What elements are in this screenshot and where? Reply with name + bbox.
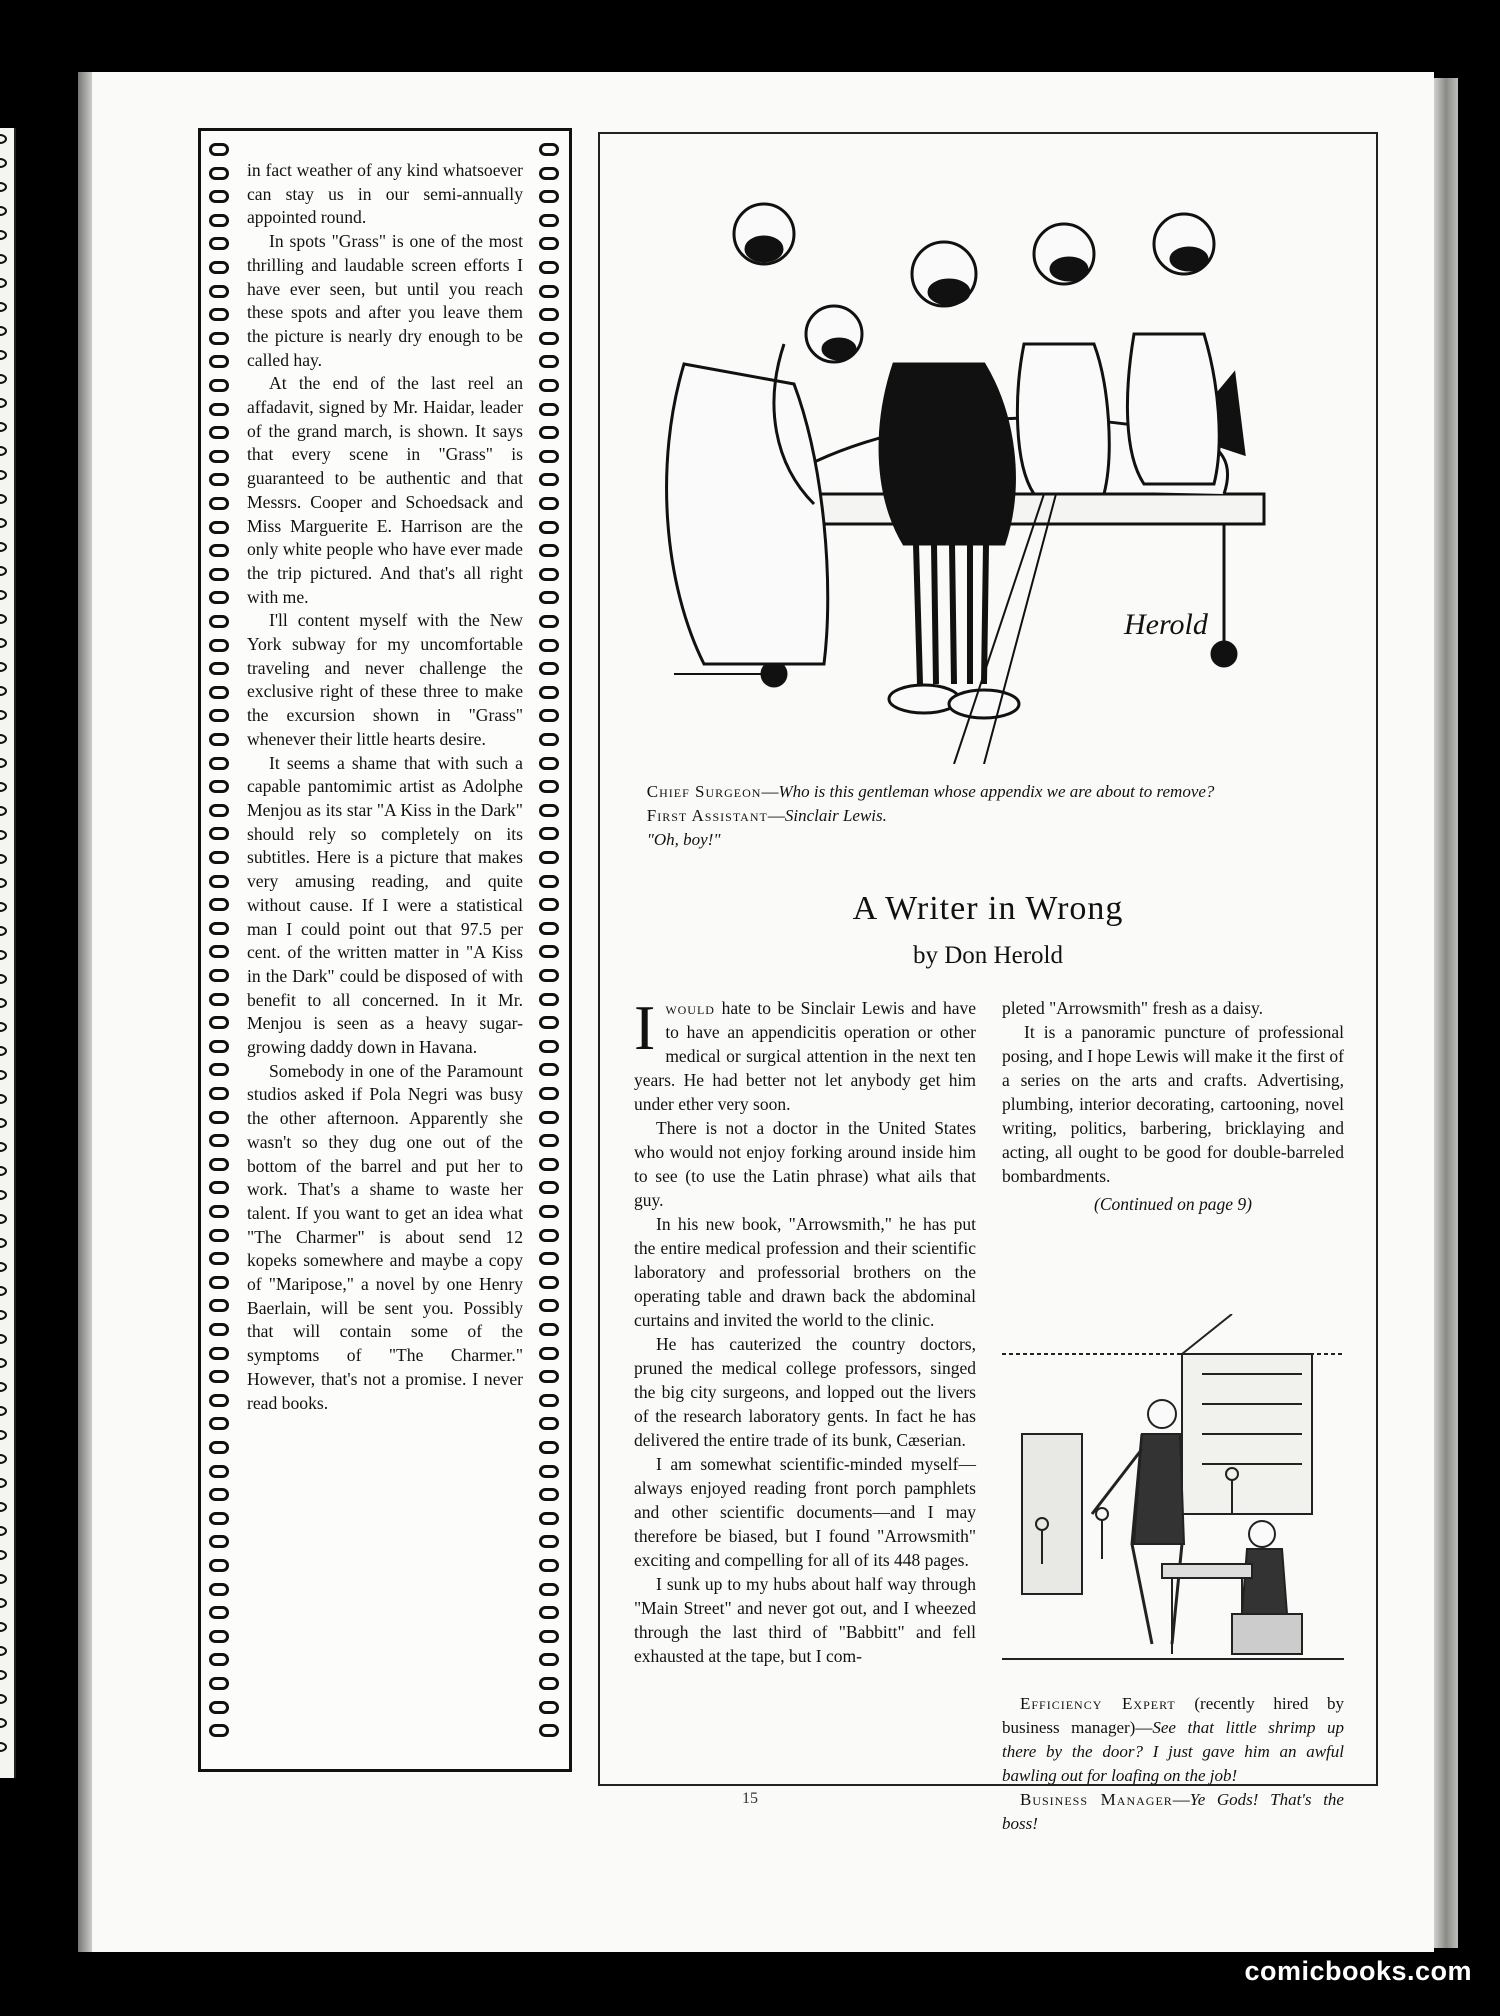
sprocket-hole xyxy=(539,757,559,770)
binding-ring xyxy=(0,1046,7,1056)
sprocket-hole xyxy=(209,709,229,722)
sprocket-hole xyxy=(539,1205,559,1218)
caption-speaker-business-manager: Business Manager xyxy=(1020,1790,1173,1809)
sprocket-hole xyxy=(209,521,229,534)
film-paragraph: I'll content myself with the New York subway for my uncomfortable traveling and never challenge the exclusive right of these three to make the excursion shown in "Grass" whenever their little hearts desire. xyxy=(247,610,523,749)
sprocket-hole xyxy=(209,426,229,439)
sprocket-hole xyxy=(209,1724,229,1737)
sprocket-hole xyxy=(539,1347,559,1360)
article-paragraph: In his new book, "Arrowsmith," he has put the entire medical profession and their scientific laboratory and professorial brothers on the operating table and drawn back the abdominal curtains and invited the world to the clinic. xyxy=(634,1214,976,1330)
binding-ring xyxy=(0,1190,7,1200)
article-paragraph: He has cauterized the country doctors, pruned the medical college professors, singed the big city surgeons, and lopped out the livers of the research laboratory gents. In fact he has delivered the entire trade of its bunk, Cæserian. xyxy=(634,1334,976,1450)
binding-ring xyxy=(0,1262,7,1272)
caption-speaker-first-assistant: First Assistant xyxy=(646,806,768,825)
binding-ring xyxy=(0,254,7,264)
sprocket-hole xyxy=(539,1370,559,1383)
sprocket-hole xyxy=(209,827,229,840)
film-sprockets-right xyxy=(537,137,563,1763)
sprocket-hole xyxy=(539,1583,559,1596)
sprocket-hole xyxy=(209,1252,229,1265)
sprocket-hole xyxy=(209,1606,229,1619)
sprocket-hole xyxy=(209,214,229,227)
sprocket-hole xyxy=(209,969,229,982)
sprocket-hole xyxy=(209,379,229,392)
sprocket-hole xyxy=(539,1323,559,1336)
film-paragraph: in fact weather of any kind whatsoever can stay us in our semi-annually appointed round. xyxy=(247,160,523,228)
sprocket-hole xyxy=(539,1465,559,1478)
sprocket-hole xyxy=(209,167,229,180)
sprocket-hole xyxy=(209,1441,229,1454)
sprocket-hole xyxy=(539,827,559,840)
sprocket-hole xyxy=(539,143,559,156)
binding-ring xyxy=(0,782,7,792)
right-first-paragraph: pleted "Arrowsmith" fresh as a daisy. xyxy=(1002,998,1264,1018)
sprocket-hole xyxy=(209,615,229,628)
film-paragraph: It seems a shame that with such a capable pantomimic artist as Adolphe Menjou as its star "A Kiss in the Dark" should rely so completely on its subtitles. Here is a picture that makes very amusing reading, and quite without cause. If I were a statistical man I could point out that 97.5 per cent. of the written matter in "A Kiss in the Dark" could be disposed of with benefit to all concerned. In it Mr. Menjou is seen as a heavy sugar-growing daddy down in Havana. xyxy=(247,752,523,1058)
article-paragraph: There is not a doctor in the United States who would not enjoy forking around inside him to see (to use the Latin phrase) what ails that guy. xyxy=(634,1118,976,1210)
binding-ring xyxy=(0,1526,7,1536)
sprocket-hole xyxy=(539,1630,559,1643)
binding-ring xyxy=(0,1142,7,1152)
sprocket-hole xyxy=(209,473,229,486)
article-byline: by Don Herold xyxy=(913,942,1063,969)
sprocket-hole xyxy=(209,1276,229,1289)
binding-ring xyxy=(0,1622,7,1632)
binding-ring xyxy=(0,1670,7,1680)
binding-ring xyxy=(0,1646,7,1656)
binding-ring xyxy=(0,1334,7,1344)
sprocket-hole xyxy=(209,1063,229,1076)
binding-ring xyxy=(0,998,7,1008)
right-page-edge xyxy=(1434,78,1458,1948)
sprocket-hole xyxy=(209,1583,229,1596)
binding-ring xyxy=(0,710,7,720)
left-page-edge xyxy=(0,128,16,1778)
sprocket-hole xyxy=(539,1606,559,1619)
sprocket-hole xyxy=(539,379,559,392)
caption-line-oh-boy: "Oh, boy!" xyxy=(646,830,721,849)
sprocket-hole xyxy=(539,851,559,864)
sprocket-hole xyxy=(209,1134,229,1147)
binding-ring xyxy=(0,1358,7,1368)
sprocket-hole xyxy=(539,1063,559,1076)
sprocket-hole xyxy=(209,875,229,888)
sprocket-hole xyxy=(539,568,559,581)
binding-ring xyxy=(0,1070,7,1080)
binding-ring xyxy=(0,638,7,648)
sprocket-hole xyxy=(539,1488,559,1501)
binding-ring xyxy=(0,1550,7,1560)
binding-ring xyxy=(0,1406,7,1416)
left-paragraphs xyxy=(634,1116,976,1668)
binding-ring xyxy=(0,686,7,696)
film-paragraph: At the end of the last reel an affadavit, signed by Mr. Haidar, leader of the grand march, is shown. It says that every scene in "Grass" is guaranteed to be authentic and that Messrs. Cooper and Schoedsack and Miss Marguerite E. Harrison are the only white people who have ever made the trip pictured. And that's all right with me. xyxy=(247,373,523,607)
binding-ring xyxy=(0,1718,7,1728)
sprocket-hole xyxy=(209,403,229,416)
binding-ring xyxy=(0,518,7,528)
sprocket-hole xyxy=(209,662,229,675)
sprocket-hole xyxy=(539,497,559,510)
sprocket-hole xyxy=(539,1653,559,1666)
binding-ring xyxy=(0,1094,7,1104)
binding-ring xyxy=(0,398,7,408)
sprocket-hole xyxy=(209,143,229,156)
binding-ring xyxy=(0,614,7,624)
binding-ring xyxy=(0,182,7,192)
binding-ring xyxy=(0,1742,7,1752)
sprocket-hole xyxy=(539,426,559,439)
binding-ring xyxy=(0,326,7,336)
caption-line-assistant: Sinclair Lewis. xyxy=(784,806,887,825)
sprocket-hole xyxy=(539,1252,559,1265)
binding-ring xyxy=(0,902,7,912)
sprocket-hole xyxy=(209,1181,229,1194)
binding-ring xyxy=(0,1166,7,1176)
sprocket-hole xyxy=(539,237,559,250)
sprocket-hole xyxy=(539,1276,559,1289)
sprocket-hole xyxy=(209,1559,229,1572)
sprocket-hole xyxy=(539,544,559,557)
sprocket-hole xyxy=(539,1158,559,1171)
binding-ring xyxy=(0,1022,7,1032)
sprocket-hole xyxy=(209,355,229,368)
sprocket-hole xyxy=(539,639,559,652)
binding-ring xyxy=(0,134,7,144)
sprocket-hole xyxy=(209,898,229,911)
sprocket-hole xyxy=(209,804,229,817)
sprocket-hole xyxy=(209,308,229,321)
sprocket-hole xyxy=(539,355,559,368)
sprocket-hole xyxy=(539,1299,559,1312)
article-paragraph: I sunk up to my hubs about half way through "Main Street" and never got out, and I wheezed through the last third of "Babbitt" and fell exhausted at the tape, but I com- xyxy=(634,1574,976,1666)
sprocket-hole xyxy=(209,922,229,935)
sprocket-hole xyxy=(209,1158,229,1171)
sprocket-hole xyxy=(539,1701,559,1714)
binding-ring xyxy=(0,950,7,960)
sprocket-hole xyxy=(539,1181,559,1194)
sprocket-hole xyxy=(209,1229,229,1242)
sprocket-hole xyxy=(209,1205,229,1218)
sprocket-hole xyxy=(209,1016,229,1029)
sprocket-hole xyxy=(209,544,229,557)
page-number: 15 xyxy=(742,1790,758,1807)
sprocket-hole xyxy=(539,804,559,817)
sprocket-hole xyxy=(539,214,559,227)
sprocket-hole xyxy=(539,875,559,888)
sprocket-hole xyxy=(209,686,229,699)
binding-ring xyxy=(0,230,7,240)
binding-ring xyxy=(0,1574,7,1584)
binding-ring xyxy=(0,878,7,888)
sprocket-hole xyxy=(539,709,559,722)
binding-ring xyxy=(0,494,7,504)
sprocket-hole xyxy=(209,591,229,604)
binding-ring xyxy=(0,446,7,456)
sprocket-hole xyxy=(209,1677,229,1690)
binding-ring xyxy=(0,758,7,768)
binding-ring xyxy=(0,1454,7,1464)
sprocket-hole xyxy=(539,261,559,274)
sprocket-hole xyxy=(209,1347,229,1360)
film-sprockets-left xyxy=(207,137,233,1763)
article-paragraph: I am somewhat scientific-minded myself—always enjoyed reading front porch pamphlets and other scientific documents—and I may therefore be biased, but I found "Arrowsmith" exciting and compelling for all of its 448 pages. xyxy=(634,1454,976,1570)
sprocket-hole xyxy=(209,780,229,793)
watermark: comicbooks.com xyxy=(1244,1956,1472,1986)
sprocket-hole xyxy=(539,1535,559,1548)
right-paragraphs xyxy=(1002,1020,1344,1188)
article-title: A Writer in Wrong xyxy=(852,890,1124,927)
binding-ring xyxy=(0,1238,7,1248)
sprocket-hole xyxy=(209,1087,229,1100)
sprocket-hole xyxy=(539,1724,559,1737)
binding-ring xyxy=(0,1382,7,1392)
sprocket-hole xyxy=(539,1229,559,1242)
sprocket-hole xyxy=(209,945,229,958)
cartoon-caption-top: Chief Surgeon—Who is this gentleman whose appendix we are about to remove? First Assistant—Sinclair Lewis. "Oh, boy!" xyxy=(646,782,1215,849)
sprocket-hole xyxy=(209,1535,229,1548)
binding-ring xyxy=(0,662,7,672)
sprocket-hole xyxy=(539,686,559,699)
sprocket-hole xyxy=(209,733,229,746)
binding-ring xyxy=(0,422,7,432)
sprocket-hole xyxy=(539,1559,559,1572)
binding-ring xyxy=(0,1214,7,1224)
sprocket-hole xyxy=(539,190,559,203)
sprocket-hole xyxy=(539,1040,559,1053)
sprocket-hole xyxy=(539,1111,559,1124)
sprocket-hole xyxy=(209,993,229,1006)
sprocket-hole xyxy=(539,733,559,746)
sprocket-hole xyxy=(539,1512,559,1525)
sprocket-hole xyxy=(539,1016,559,1029)
sprocket-hole xyxy=(209,1488,229,1501)
sprocket-hole xyxy=(209,1653,229,1666)
binding-ring xyxy=(0,1694,7,1704)
sprocket-hole xyxy=(209,1370,229,1383)
sprocket-hole xyxy=(209,757,229,770)
sprocket-hole xyxy=(209,568,229,581)
binding-ring xyxy=(0,974,7,984)
sprocket-hole xyxy=(539,780,559,793)
binding-ring xyxy=(0,542,7,552)
first-paragraph: hate to be Sinclair Lewis and have to have an appendicitis operation or other medical or surgical attention in the next ten years. He had better not let anybody get him under ether very soon. xyxy=(634,998,976,1114)
caption-line-manager: Ye Gods! That's the boss! xyxy=(1002,1790,1344,1833)
sprocket-hole xyxy=(209,1040,229,1053)
first-words: would xyxy=(665,998,715,1018)
sprocket-hole xyxy=(209,261,229,274)
sprocket-hole xyxy=(539,1417,559,1430)
sprocket-hole xyxy=(539,898,559,911)
sprocket-hole xyxy=(539,403,559,416)
sprocket-hole xyxy=(209,1111,229,1124)
caption-line-expert: See that little shrimp up there by the door? I just gave him an awful bawling out for loafing on the job! xyxy=(1002,1718,1344,1785)
drop-cap: I xyxy=(634,992,656,1063)
sprocket-hole xyxy=(209,1299,229,1312)
binding-ring xyxy=(0,1430,7,1440)
sprocket-hole xyxy=(209,1630,229,1643)
sprocket-hole xyxy=(539,473,559,486)
sprocket-hole xyxy=(209,450,229,463)
sprocket-hole xyxy=(209,497,229,510)
caption-line-chief: Who is this gentleman whose appendix we are about to remove? xyxy=(778,782,1215,801)
sprocket-hole xyxy=(209,190,229,203)
sprocket-hole xyxy=(539,591,559,604)
sprocket-hole xyxy=(539,993,559,1006)
sprocket-hole xyxy=(539,1134,559,1147)
sprocket-hole xyxy=(539,662,559,675)
sprocket-hole xyxy=(539,945,559,958)
sprocket-hole xyxy=(209,1394,229,1407)
binding-ring xyxy=(0,374,7,384)
binding-ring xyxy=(0,734,7,744)
sprocket-hole xyxy=(539,1087,559,1100)
sprocket-hole xyxy=(539,969,559,982)
binding-ring xyxy=(0,566,7,576)
binding-ring xyxy=(0,1478,7,1488)
sprocket-hole xyxy=(209,1323,229,1336)
binding-ring xyxy=(0,278,7,288)
sprocket-hole xyxy=(209,1465,229,1478)
sprocket-hole xyxy=(209,285,229,298)
film-strip-column xyxy=(198,128,572,1772)
film-paragraph: Somebody in one of the Paramount studios asked if Pola Negri was busy the other afternoon. Apparently she wasn't so they dug one out of the bottom of the barrel and put her to work. That's a shame to waste her talent. If you want to get an idea what "The Charmer" is about send 12 kopeks somewhere and maybe a copy of "Maripose," a novel by one Henry Baerlain, will be sent you. Possibly that will contain some of the symptoms of "The Charmer." However, that's not a promise. I never read books. xyxy=(247,1060,523,1413)
binding-ring xyxy=(0,302,7,312)
caption-aside: (recently hired by business manager)— xyxy=(1002,1694,1344,1737)
binding-ring xyxy=(0,854,7,864)
cartoon-caption-bottom: Efficiency Expert (recently hired by business manager)—See that little shrimp up there by the door? I just gave him an awful bawling out for loafing on the job! Business Manager—Ye Gods! That's the boss! xyxy=(1002,1694,1344,1833)
sprocket-hole xyxy=(539,308,559,321)
office-cartoon xyxy=(1002,1314,1344,1684)
binding-ring xyxy=(0,806,7,816)
binding-ring xyxy=(0,1118,7,1128)
sprocket-hole xyxy=(539,521,559,534)
article-column-right xyxy=(1002,996,1344,1216)
sprocket-hole xyxy=(539,1394,559,1407)
sprocket-hole xyxy=(539,1441,559,1454)
cartoon-signature: Herold xyxy=(1124,608,1208,641)
article-paragraph: It is a panoramic puncture of professional posing, and I hope Lewis will make it the first of a series on the arts and crafts. Advertising, plumbing, interior decorating, cartooning, novel writing, politics, barbering, bricklaying and acting, all ought to be good for double-barreled bombardments. xyxy=(1002,1022,1344,1186)
binding-ring xyxy=(0,1598,7,1608)
sprocket-hole xyxy=(209,851,229,864)
film-paragraph: In spots "Grass" is one of the most thrilling and laudable screen efforts I have ever seen, but until you reach these spots and after you leave them the picture is nearly dry enough to be called hay. xyxy=(247,231,523,370)
binding-ring xyxy=(0,350,7,360)
binding-ring xyxy=(0,590,7,600)
binding-ring xyxy=(0,830,7,840)
sprocket-hole xyxy=(539,167,559,180)
sprocket-hole xyxy=(539,615,559,628)
binding-ring xyxy=(0,206,7,216)
sprocket-hole xyxy=(209,639,229,652)
sprocket-hole xyxy=(539,285,559,298)
surgeons-cartoon xyxy=(624,164,1344,764)
sprocket-hole xyxy=(539,1677,559,1690)
sprocket-hole xyxy=(539,450,559,463)
article-column-left xyxy=(634,992,976,1668)
sprocket-hole xyxy=(209,332,229,345)
binding-ring xyxy=(0,1502,7,1512)
sprocket-hole xyxy=(209,1417,229,1430)
film-review-text xyxy=(247,159,523,1415)
binding-ring xyxy=(0,1286,7,1296)
caption-speaker-efficiency-expert: Efficiency Expert xyxy=(1020,1694,1176,1713)
binding-ring xyxy=(0,1310,7,1320)
sprocket-hole xyxy=(209,1701,229,1714)
binding-ring xyxy=(0,470,7,480)
sprocket-hole xyxy=(209,1512,229,1525)
continued-note: (Continued on page 9) xyxy=(1094,1194,1252,1214)
binding-ring xyxy=(0,158,7,168)
sprocket-hole xyxy=(209,237,229,250)
binding-ring xyxy=(0,926,7,936)
sprocket-hole xyxy=(539,922,559,935)
sprocket-hole xyxy=(539,332,559,345)
caption-speaker-chief-surgeon: Chief Surgeon xyxy=(646,782,762,801)
